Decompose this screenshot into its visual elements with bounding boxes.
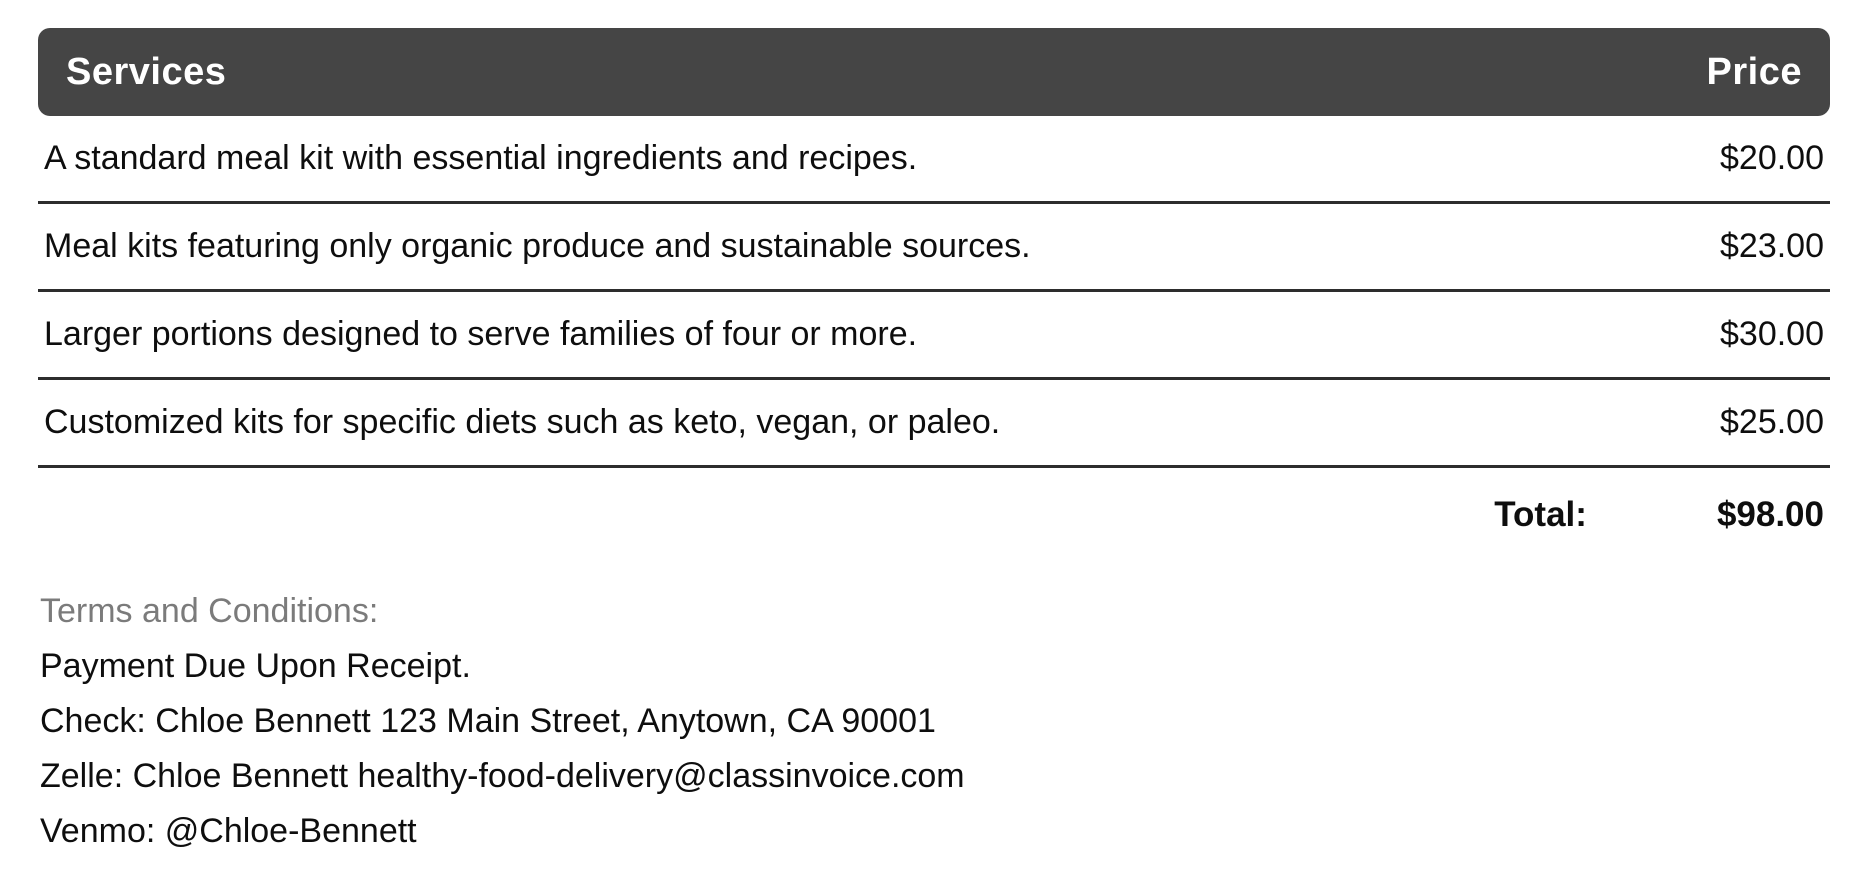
terms-line-payment: Payment Due Upon Receipt. <box>40 647 471 685</box>
terms-and-conditions-section <box>38 584 1830 859</box>
service-price: $23.00 <box>1720 227 1824 265</box>
total-row <box>38 468 1830 562</box>
price-column-header: Price <box>1706 50 1802 93</box>
table-row <box>38 116 1830 204</box>
table-row <box>38 292 1830 380</box>
table-row <box>38 380 1830 468</box>
terms-line-venmo: Venmo: @Chloe-Bennett <box>40 812 417 850</box>
service-price: $30.00 <box>1720 315 1824 353</box>
total-label: Total: <box>1494 495 1587 534</box>
total-value: $98.00 <box>1716 495 1824 534</box>
service-description: Customized kits for specific diets such as keto, vegan, or paleo. <box>44 403 1001 441</box>
services-column-header: Services <box>66 50 227 93</box>
service-description: Meal kits featuring only organic produce and sustainable sources. <box>44 227 1031 265</box>
terms-line-zelle: Zelle: Chloe Bennett healthy-food-delivery@classinvoice.com <box>40 757 965 795</box>
terms-heading: Terms and Conditions: <box>40 592 379 630</box>
service-price: $25.00 <box>1720 403 1824 441</box>
service-price: $20.00 <box>1720 139 1824 177</box>
terms-line-check: Check: Chloe Bennett 123 Main Street, Anytown, CA 90001 <box>40 702 936 740</box>
service-description: Larger portions designed to serve families of four or more. <box>44 315 918 353</box>
services-table-header <box>38 28 1830 116</box>
service-description: A standard meal kit with essential ingredients and recipes. <box>44 139 918 177</box>
table-row <box>38 204 1830 292</box>
